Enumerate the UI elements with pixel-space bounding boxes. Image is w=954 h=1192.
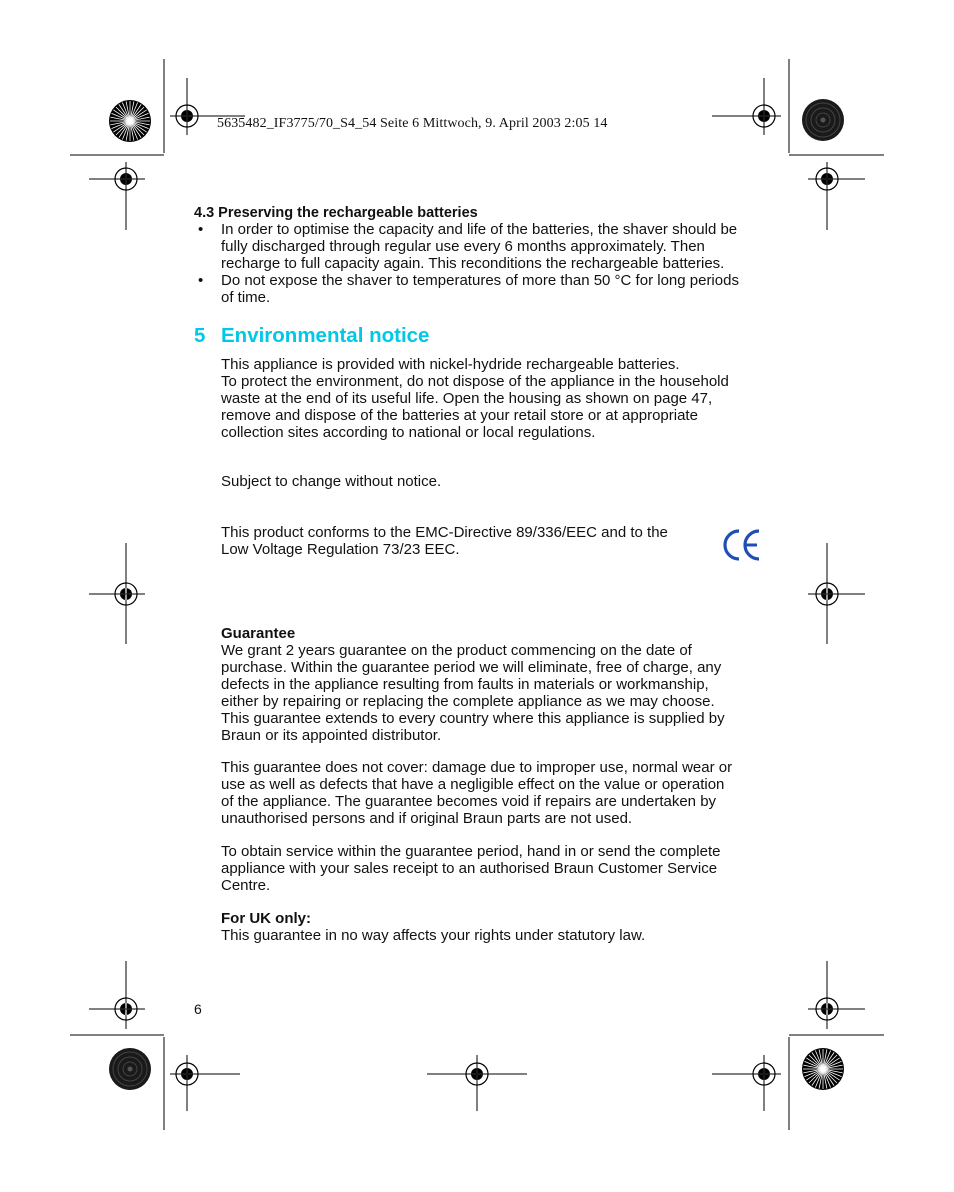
text-line: This guarantee extends to every country where this appliance is supplied by bbox=[221, 710, 725, 727]
text-line: This appliance is provided with nickel-hydride rechargeable batteries. bbox=[221, 356, 680, 373]
text-line: defects in the appliance resulting from faults in materials or workmanship, bbox=[221, 676, 709, 693]
text-line: waste at the end of its useful life. Open the housing as shown on page 47, bbox=[221, 390, 713, 407]
text-line: We grant 2 years guarantee on the product commencing on the date of bbox=[221, 642, 692, 659]
text-line: of the appliance. The guarantee becomes void if repairs are undertaken by bbox=[221, 793, 717, 810]
text-line: collection sites according to national or local regulations. bbox=[221, 424, 596, 441]
text-line: purchase. Within the guarantee period we will eliminate, free of charge, any bbox=[221, 659, 722, 676]
text-line: appliance with your sales receipt to an authorised Braun Customer Service bbox=[221, 860, 718, 877]
text-line: unauthorised persons and if original Braun parts are not used. bbox=[221, 810, 633, 827]
text-line: recharge to full capacity again. This reconditions the rechargeable batteries. bbox=[221, 255, 725, 272]
guarantee-heading: Guarantee bbox=[221, 625, 296, 642]
print-slug-line: 5635482_IF3775/70_S4_54 Seite 6 Mittwoch, 9. April 2003 2:05 14 bbox=[217, 116, 608, 131]
uk-only-heading: For UK only: bbox=[221, 910, 311, 927]
text-line: Braun or its appointed distributor. bbox=[221, 727, 442, 744]
text-line: Low Voltage Regulation 73/23 EEC. bbox=[221, 541, 460, 558]
text-line: of time. bbox=[221, 289, 271, 306]
text-line: Centre. bbox=[221, 877, 271, 894]
change-notice: Subject to change without notice. bbox=[221, 473, 442, 490]
section-5-number: 5 bbox=[194, 324, 206, 347]
bullet-marker: • bbox=[198, 272, 204, 289]
text-line: remove and dispose of the batteries at your retail store or at appropriate bbox=[221, 407, 698, 424]
text-line: use as well as defects that have a negligible effect on the value or operation bbox=[221, 776, 725, 793]
uk-only-text: This guarantee in no way affects your rights under statutory law. bbox=[221, 927, 646, 944]
text-line: To protect the environment, do not dispose of the appliance in the household bbox=[221, 373, 729, 390]
text-line: In order to optimise the capacity and life of the batteries, the shaver should be bbox=[221, 221, 738, 238]
text-line: This product conforms to the EMC-Directive 89/336/EEC and to the bbox=[221, 524, 668, 541]
text-line: To obtain service within the guarantee period, hand in or send the complete bbox=[221, 843, 721, 860]
page-number: 6 bbox=[194, 1001, 202, 1017]
text-line: either by repairing or replacing the complete appliance as we may choose. bbox=[221, 693, 715, 710]
text-line: Do not expose the shaver to temperatures of more than 50 °C for long periods bbox=[221, 272, 739, 289]
text-line: fully discharged through regular use every 6 months approximately. Then bbox=[221, 238, 705, 255]
section-5-title: Environmental notice bbox=[221, 324, 430, 347]
section-4-3-heading: 4.3 Preserving the rechargeable batteries bbox=[194, 205, 478, 221]
bullet-marker: • bbox=[198, 221, 204, 238]
text-line: This guarantee does not cover: damage due to improper use, normal wear or bbox=[221, 759, 733, 776]
